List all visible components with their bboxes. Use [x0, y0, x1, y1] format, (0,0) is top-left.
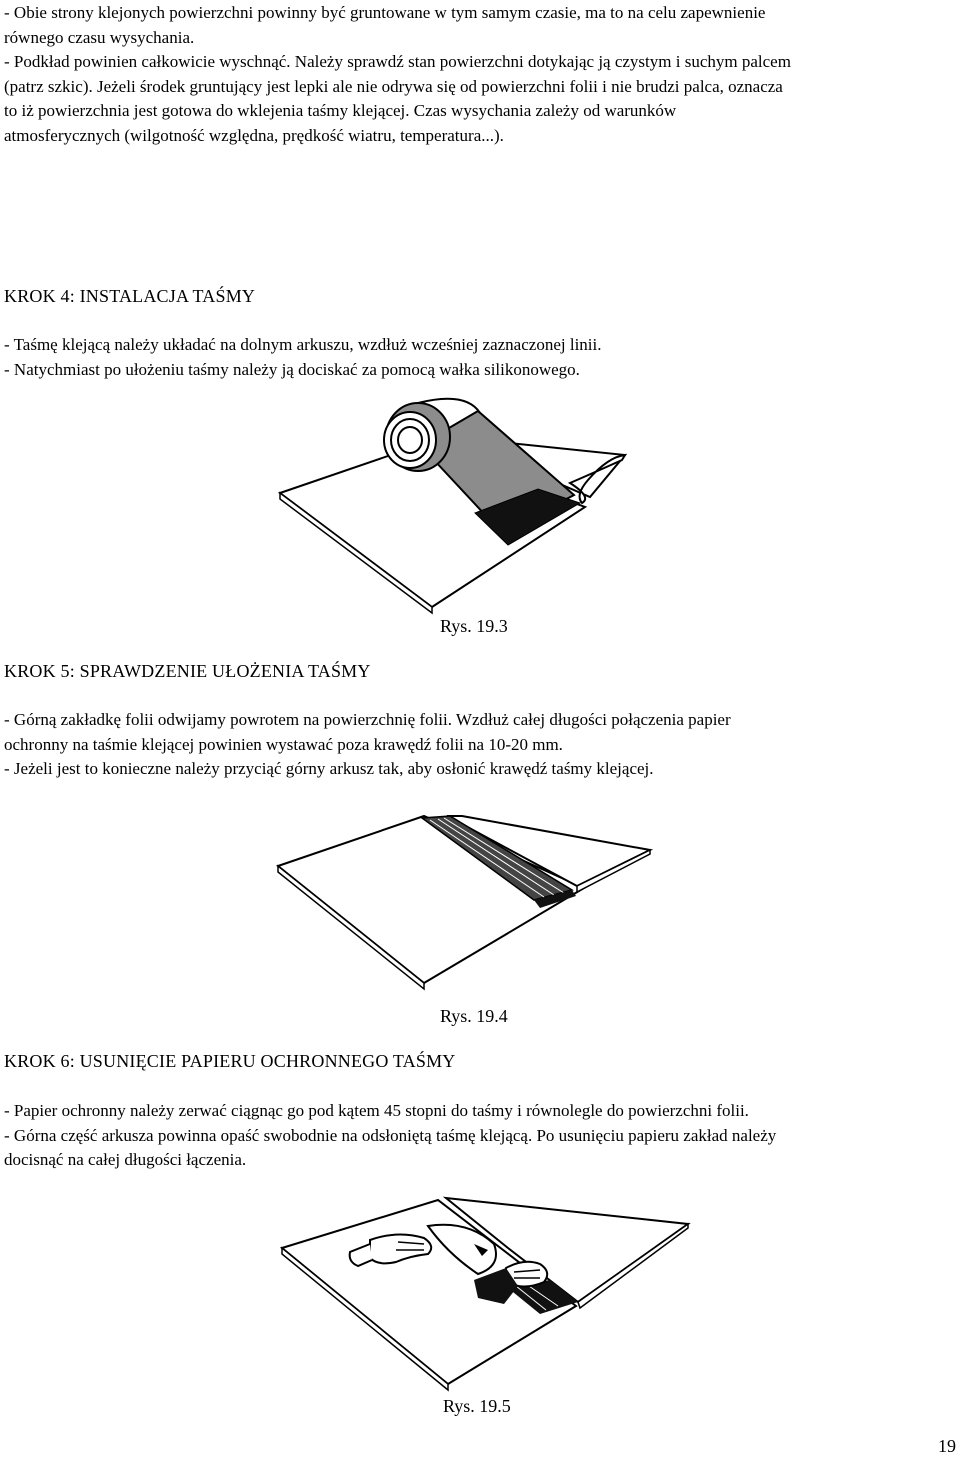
- text-line: - Górna część arkusza powinna opaść swobodnie na odsłoniętą taśmę klejącą. Po usunięciu papieru zakład należy: [4, 1125, 777, 1145]
- step4-paragraph: [4, 333, 956, 382]
- text-line: ochronny na taśmie klejącej powinien wystawać poza krawędź folii na 10-20 mm.: [4, 734, 563, 754]
- step4-heading: KROK 4: INSTALACJA TAŚMY: [4, 286, 256, 306]
- text-line: - Jeżeli jest to konieczne należy przyciąć górny arkusz tak, aby osłonić krawędź taśmy klejącej.: [4, 759, 654, 778]
- text-line: - Taśmę klejącą należy układać na dolnym arkuszu, wzdłuż wcześniej zaznaczonej linii.: [4, 335, 602, 354]
- figure-19-5-paper-removal: [278, 1188, 698, 1393]
- text-line: - Papier ochronny należy zerwać ciągnąc go pod kątem 45 stopni do taśmy i równolegle do powierzchni folii.: [4, 1101, 749, 1120]
- text-line: (patrz szkic). Jeżeli środek gruntujący jest lepki ale nie odrywa się od powierzchni folii i nie brudzi palca, oznacza: [4, 76, 783, 96]
- figure-19-4-tape-check: [272, 808, 692, 998]
- page-number: 19: [938, 1436, 956, 1456]
- text-line: równego czasu wysychania.: [4, 27, 195, 47]
- intro-paragraph: [4, 1, 956, 148]
- step5-paragraph: [4, 708, 956, 782]
- step5-heading: KROK 5: SPRAWDZENIE UŁOŻENIA TAŚMY: [4, 661, 371, 681]
- text-line: - Obie strony klejonych powierzchni powinny być gruntowane w tym samym czasie, ma to na celu zapewnienie: [4, 3, 766, 22]
- text-line: - Podkład powinien całkowicie wyschnąć. Należy sprawdź stan powierzchni dotykając ją czystym i suchym palcem: [4, 52, 791, 71]
- text-line: atmosferycznych (wilgotność względna, prędkość wiatru, temperatura...).: [4, 125, 504, 145]
- text-line: - Górną zakładkę folii odwijamy powrotem na powierzchnię folii. Wzdłuż całej długości połączenia papier: [4, 710, 731, 729]
- step6-heading: KROK 6: USUNIĘCIE PAPIERU OCHRONNEGO TAŚMY: [4, 1051, 456, 1071]
- figure-caption: Rys. 19.4: [440, 1006, 508, 1026]
- step6-paragraph: [4, 1099, 956, 1173]
- text-line: - Natychmiast po ułożeniu taśmy należy ją dociskać za pomocą wałka silikonowego.: [4, 359, 580, 379]
- figure-caption: Rys. 19.5: [443, 1396, 511, 1416]
- figure-19-3-tape-roll: [270, 385, 700, 615]
- text-line: to iż powierzchnia jest gotowa do wklejenia taśmy klejącej. Czas wysychania zależy od warunków: [4, 101, 677, 120]
- figure-caption: Rys. 19.3: [440, 616, 508, 636]
- text-line: docisnąć na całej długości łączenia.: [4, 1150, 247, 1169]
